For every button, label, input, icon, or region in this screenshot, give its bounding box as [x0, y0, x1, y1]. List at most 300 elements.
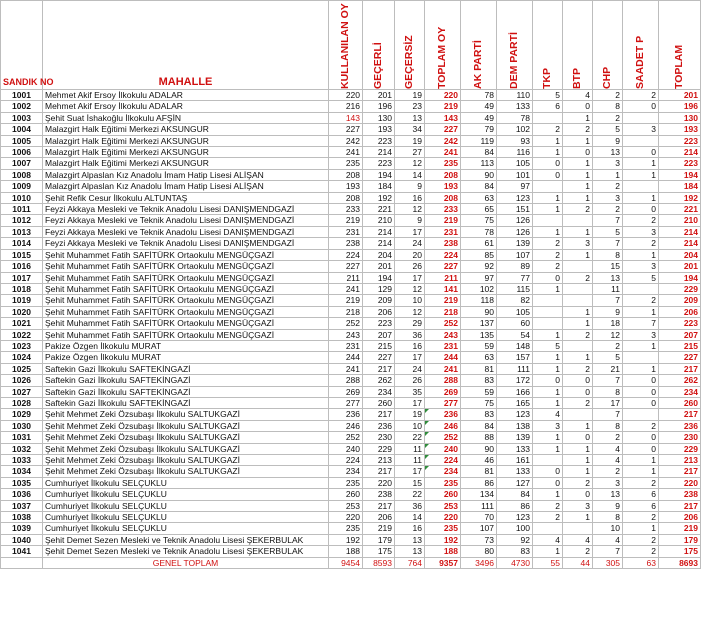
table-row	[1, 477, 701, 488]
cell-chp: 2	[593, 90, 623, 101]
cell-toplam: 229	[659, 443, 701, 454]
cell-ak-parti: 83	[461, 409, 497, 420]
table-row	[1, 386, 701, 397]
cell-dem-parti: 101	[497, 169, 533, 180]
table-row	[1, 272, 701, 283]
cell-gecersiz: 11	[395, 455, 425, 466]
cell-toplam: 236	[659, 420, 701, 431]
cell-chp: 2	[593, 340, 623, 351]
cell-toplam-oy: 241	[425, 147, 461, 158]
cell-btp	[563, 283, 593, 294]
table-row	[1, 192, 701, 203]
cell-mahalle: Feyzi Akkaya Mesleki ve Teknik Anadolu Lisesi DANIŞMENDGAZİ	[43, 215, 329, 226]
cell-gecersiz: 20	[395, 249, 425, 260]
cell-saadet-p: 0	[623, 386, 659, 397]
cell-chp: 4	[593, 443, 623, 454]
cell-saadet-p: 0	[623, 432, 659, 443]
cell-dem-parti: 161	[497, 455, 533, 466]
cell-mahalle: Saftekin Gazi İlkokulu SAFTEKİNGAZİ	[43, 397, 329, 408]
cell-mahalle: Şehit Muhammet Fatih SAFİTÜRK Ortaokulu MENGÜÇGAZİ	[43, 329, 329, 340]
cell-kullanilan-oy: 260	[329, 489, 363, 500]
cell-mahalle: Şehit Mehmet Zeki Özsubaşı İlkokulu SALTUKGAZİ	[43, 420, 329, 431]
cell-gecersiz: 17	[395, 397, 425, 408]
cell-toplam: 201	[659, 261, 701, 272]
cell-sandik-no: 1013	[1, 226, 43, 237]
cell-kullanilan-oy: 252	[329, 318, 363, 329]
cell-btp	[563, 523, 593, 534]
cell-tkp	[533, 112, 563, 123]
cell-ak-parti: 49	[461, 101, 497, 112]
cell-tkp: 1	[533, 192, 563, 203]
cell-saadet-p: 3	[623, 124, 659, 135]
cell-saadet-p	[623, 409, 659, 420]
table-row	[1, 443, 701, 454]
cell-chp: 3	[593, 158, 623, 169]
cell-mahalle: Mehmet Akif Ersoy İlkokulu ADALAR	[43, 101, 329, 112]
cell-toplam-oy: 211	[425, 272, 461, 283]
cell-ak-parti: 49	[461, 112, 497, 123]
table-row	[1, 283, 701, 294]
cell-gecersiz: 36	[395, 500, 425, 511]
cell-btp	[563, 261, 593, 272]
cell-dem-parti: 89	[497, 261, 533, 272]
cell-kullanilan-oy: 252	[329, 432, 363, 443]
cell-dem-parti: 172	[497, 375, 533, 386]
cell-dem-parti: 123	[497, 512, 533, 523]
header-gecersiz: GEÇERSİZ	[395, 1, 425, 90]
cell-sandik-no: 1017	[1, 272, 43, 283]
cell-gecerli: 223	[363, 135, 395, 146]
cell-tkp: 4	[533, 534, 563, 545]
cell-gecerli: 204	[363, 249, 395, 260]
cell-toplam: 204	[659, 249, 701, 260]
table-row	[1, 363, 701, 374]
cell-toplam-oy: 242	[425, 135, 461, 146]
cell-kullanilan-oy: 288	[329, 375, 363, 386]
cell-sandik-no: 1026	[1, 375, 43, 386]
cell-gecersiz: 16	[395, 340, 425, 351]
cell-btp: 1	[563, 352, 593, 363]
cell-ak-parti: 90	[461, 306, 497, 317]
cell-toplam-oy: 235	[425, 477, 461, 488]
cell-btp: 4	[563, 90, 593, 101]
cell-dem-parti: 133	[497, 466, 533, 477]
cell-gecerli: 220	[363, 477, 395, 488]
cell-toplam: 234	[659, 386, 701, 397]
table-row	[1, 238, 701, 249]
totals-saadet-p: 63	[623, 557, 659, 568]
cell-toplam-oy: 227	[425, 124, 461, 135]
cell-kullanilan-oy: 216	[329, 101, 363, 112]
cell-gecerli: 192	[363, 192, 395, 203]
cell-dem-parti: 100	[497, 523, 533, 534]
cell-kullanilan-oy: 231	[329, 226, 363, 237]
cell-saadet-p: 1	[623, 363, 659, 374]
cell-mahalle: Şehit Mehmet Zeki Özsubaşı İlkokulu SALTUKGAZİ	[43, 455, 329, 466]
cell-gecersiz: 19	[395, 90, 425, 101]
cell-gecerli: 193	[363, 124, 395, 135]
cell-chp: 7	[593, 409, 623, 420]
cell-ak-parti: 88	[461, 432, 497, 443]
cell-sandik-no: 1040	[1, 534, 43, 545]
cell-sandik-no: 1035	[1, 477, 43, 488]
cell-mahalle: Mehmet Akif Ersoy İlkokulu ADALAR	[43, 90, 329, 101]
cell-ak-parti: 83	[461, 375, 497, 386]
cell-ak-parti: 84	[461, 181, 497, 192]
cell-gecerli: 179	[363, 534, 395, 545]
table-row	[1, 318, 701, 329]
cell-tkp: 1	[533, 226, 563, 237]
cell-toplam-oy: 220	[425, 512, 461, 523]
cell-gecersiz: 17	[395, 272, 425, 283]
cell-kullanilan-oy: 220	[329, 512, 363, 523]
cell-gecersiz: 22	[395, 432, 425, 443]
cell-sandik-no: 1039	[1, 523, 43, 534]
cell-tkp: 1	[533, 432, 563, 443]
cell-kullanilan-oy: 241	[329, 363, 363, 374]
cell-saadet-p: 0	[623, 147, 659, 158]
cell-gecersiz: 12	[395, 283, 425, 294]
cell-btp: 1	[563, 466, 593, 477]
cell-btp: 1	[563, 318, 593, 329]
header-gecerli: GEÇERLİ	[363, 1, 395, 90]
cell-tkp: 1	[533, 386, 563, 397]
cell-sandik-no: 1009	[1, 181, 43, 192]
table-row	[1, 523, 701, 534]
cell-tkp: 2	[533, 124, 563, 135]
cell-chp: 2	[593, 466, 623, 477]
cell-toplam: 175	[659, 546, 701, 557]
cell-toplam-oy: 260	[425, 489, 461, 500]
totals-gecersiz: 764	[395, 557, 425, 568]
cell-gecersiz: 13	[395, 534, 425, 545]
cell-sandik-no: 1003	[1, 112, 43, 123]
cell-gecerli: 217	[363, 409, 395, 420]
cell-tkp	[533, 215, 563, 226]
cell-dem-parti: 126	[497, 226, 533, 237]
cell-saadet-p: 2	[623, 534, 659, 545]
cell-dem-parti: 139	[497, 432, 533, 443]
cell-gecerli: 236	[363, 420, 395, 431]
cell-kullanilan-oy: 218	[329, 306, 363, 317]
cell-dem-parti: 97	[497, 181, 533, 192]
cell-chp: 7	[593, 215, 623, 226]
cell-ak-parti: 85	[461, 249, 497, 260]
cell-sandik-no: 1012	[1, 215, 43, 226]
cell-toplam-oy: 277	[425, 397, 461, 408]
cell-chp: 8	[593, 386, 623, 397]
cell-gecersiz: 13	[395, 546, 425, 557]
totals-label: GENEL TOPLAM	[43, 557, 329, 568]
cell-toplam-oy: 208	[425, 169, 461, 180]
cell-gecerli: 217	[363, 363, 395, 374]
cell-toplam: 209	[659, 295, 701, 306]
table-row	[1, 534, 701, 545]
cell-gecerli: 196	[363, 101, 395, 112]
cell-tkp: 4	[533, 409, 563, 420]
table-row	[1, 261, 701, 272]
cell-gecerli: 207	[363, 329, 395, 340]
cell-ak-parti: 113	[461, 158, 497, 169]
totals-dem-parti: 4730	[497, 557, 533, 568]
cell-kullanilan-oy: 192	[329, 534, 363, 545]
table-row	[1, 375, 701, 386]
cell-chp: 5	[593, 124, 623, 135]
cell-saadet-p: 3	[623, 261, 659, 272]
cell-gecerli: 262	[363, 375, 395, 386]
cell-toplam: 214	[659, 238, 701, 249]
cell-chp: 3	[593, 477, 623, 488]
cell-btp: 1	[563, 158, 593, 169]
cell-saadet-p: 3	[623, 226, 659, 237]
cell-sandik-no: 1037	[1, 500, 43, 511]
cell-toplam-oy: 252	[425, 432, 461, 443]
cell-gecersiz: 11	[395, 443, 425, 454]
cell-ak-parti: 86	[461, 477, 497, 488]
cell-btp: 1	[563, 249, 593, 260]
cell-mahalle: Şehit Refik Cesur İlkokulu ALTUNTAŞ	[43, 192, 329, 203]
cell-ak-parti: 84	[461, 147, 497, 158]
cell-saadet-p	[623, 352, 659, 363]
cell-btp: 0	[563, 101, 593, 112]
cell-toplam-oy: 269	[425, 386, 461, 397]
cell-kullanilan-oy: 246	[329, 420, 363, 431]
cell-sandik-no: 1031	[1, 432, 43, 443]
cell-btp: 0	[563, 147, 593, 158]
cell-btp: 0	[563, 386, 593, 397]
cell-sandik-no: 1034	[1, 466, 43, 477]
cell-gecersiz: 9	[395, 215, 425, 226]
cell-kullanilan-oy: 220	[329, 90, 363, 101]
cell-gecerli: 206	[363, 306, 395, 317]
cell-tkp: 2	[533, 512, 563, 523]
cell-dem-parti: 126	[497, 215, 533, 226]
cell-btp: 1	[563, 169, 593, 180]
cell-btp: 2	[563, 124, 593, 135]
cell-sandik-no: 1021	[1, 318, 43, 329]
cell-sandik-no: 1028	[1, 397, 43, 408]
cell-gecerli: 213	[363, 455, 395, 466]
table-row	[1, 512, 701, 523]
cell-saadet-p: 0	[623, 204, 659, 215]
cell-toplam-oy: 231	[425, 226, 461, 237]
cell-toplam: 201	[659, 90, 701, 101]
cell-chp: 5	[593, 352, 623, 363]
header-sandik-no: SANDIK NO	[1, 1, 43, 90]
cell-gecersiz: 9	[395, 181, 425, 192]
cell-dem-parti: 166	[497, 386, 533, 397]
cell-btp	[563, 409, 593, 420]
cell-saadet-p: 0	[623, 375, 659, 386]
cell-mahalle: Şehit Demet Sezen Mesleki ve Teknik Anadolu Lisesi ŞEKERBULAK	[43, 534, 329, 545]
cell-toplam: 238	[659, 489, 701, 500]
cell-tkp: 0	[533, 375, 563, 386]
cell-mahalle: Saftekin Gazi İlkokulu SAFTEKİNGAZİ	[43, 363, 329, 374]
cell-dem-parti: 133	[497, 443, 533, 454]
cell-mahalle: Şehit Muhammet Fatih SAFİTÜRK Ortaokulu MENGÜÇGAZİ	[43, 295, 329, 306]
cell-kullanilan-oy: 269	[329, 386, 363, 397]
cell-toplam-oy: 235	[425, 158, 461, 169]
cell-gecersiz: 10	[395, 420, 425, 431]
cell-toplam-oy: 224	[425, 455, 461, 466]
cell-toplam-oy: 288	[425, 375, 461, 386]
cell-gecersiz: 16	[395, 192, 425, 203]
cell-toplam-oy: 188	[425, 546, 461, 557]
cell-toplam: 260	[659, 397, 701, 408]
cell-toplam-oy: 253	[425, 500, 461, 511]
cell-gecerli: 234	[363, 386, 395, 397]
cell-toplam: 217	[659, 500, 701, 511]
cell-toplam: 217	[659, 466, 701, 477]
table-row	[1, 181, 701, 192]
cell-ak-parti: 79	[461, 124, 497, 135]
cell-gecerli: 217	[363, 500, 395, 511]
cell-kullanilan-oy: 219	[329, 215, 363, 226]
cell-btp: 3	[563, 500, 593, 511]
table-row	[1, 249, 701, 260]
cell-saadet-p: 0	[623, 397, 659, 408]
cell-toplam-oy: 219	[425, 215, 461, 226]
totals-row	[1, 557, 701, 568]
cell-chp: 4	[593, 455, 623, 466]
table-row	[1, 147, 701, 158]
cell-sandik-no: 1023	[1, 340, 43, 351]
cell-toplam-oy: 220	[425, 90, 461, 101]
cell-chp: 10	[593, 523, 623, 534]
cell-ak-parti: 90	[461, 169, 497, 180]
cell-tkp: 0	[533, 169, 563, 180]
cell-toplam: 219	[659, 523, 701, 534]
totals-chp: 305	[593, 557, 623, 568]
cell-ak-parti: 90	[461, 443, 497, 454]
cell-gecerli: 219	[363, 523, 395, 534]
cell-gecerli: 129	[363, 283, 395, 294]
cell-dem-parti: 165	[497, 397, 533, 408]
cell-mahalle: Şehit Mehmet Zeki Özsubaşı İlkokulu SALTUKGAZİ	[43, 443, 329, 454]
cell-saadet-p: 0	[623, 101, 659, 112]
cell-toplam-oy: 219	[425, 295, 461, 306]
cell-btp: 2	[563, 363, 593, 374]
cell-saadet-p: 1	[623, 523, 659, 534]
cell-gecerli: 223	[363, 318, 395, 329]
cell-chp: 8	[593, 101, 623, 112]
cell-kullanilan-oy: 277	[329, 397, 363, 408]
cell-tkp	[533, 306, 563, 317]
header-btp: BTP	[563, 1, 593, 90]
cell-gecerli: 184	[363, 181, 395, 192]
cell-ak-parti: 59	[461, 386, 497, 397]
cell-ak-parti: 107	[461, 523, 497, 534]
table-row	[1, 295, 701, 306]
cell-gecerli: 209	[363, 295, 395, 306]
header-row	[1, 1, 701, 90]
cell-toplam: 214	[659, 226, 701, 237]
cell-saadet-p: 1	[623, 340, 659, 351]
header-chp: CHP	[593, 1, 623, 90]
cell-chp: 17	[593, 397, 623, 408]
cell-btp: 1	[563, 181, 593, 192]
cell-mahalle: Malazgirt Alpaslan Kız Anadolu İmam Hatip Lisesi ALİŞAN	[43, 181, 329, 192]
cell-dem-parti: 60	[497, 318, 533, 329]
cell-mahalle: Şehit Mehmet Zeki Özsubaşı İlkokulu SALTUKGAZİ	[43, 466, 329, 477]
cell-gecerli: 214	[363, 226, 395, 237]
cell-chp: 8	[593, 249, 623, 260]
cell-sandik-no: 1027	[1, 386, 43, 397]
cell-btp: 1	[563, 135, 593, 146]
cell-mahalle: Cumhuriyet İlkokulu SELÇUKLU	[43, 489, 329, 500]
cell-ak-parti: 59	[461, 340, 497, 351]
cell-sandik-no: 1029	[1, 409, 43, 420]
cell-toplam: 223	[659, 158, 701, 169]
cell-saadet-p: 1	[623, 249, 659, 260]
cell-sandik-no: 1033	[1, 455, 43, 466]
cell-chp: 9	[593, 135, 623, 146]
cell-btp: 0	[563, 432, 593, 443]
cell-kullanilan-oy: 241	[329, 147, 363, 158]
cell-kullanilan-oy: 227	[329, 261, 363, 272]
cell-chp: 7	[593, 375, 623, 386]
cell-tkp	[533, 295, 563, 306]
table-row	[1, 489, 701, 500]
cell-tkp: 2	[533, 238, 563, 249]
cell-ak-parti: 61	[461, 238, 497, 249]
cell-tkp	[533, 455, 563, 466]
cell-tkp: 1	[533, 489, 563, 500]
cell-mahalle: Şehit Mehmet Zeki Özsubaşı İlkokulu SALTUKGAZİ	[43, 409, 329, 420]
cell-gecersiz: 24	[395, 363, 425, 374]
cell-saadet-p: 6	[623, 500, 659, 511]
cell-toplam-oy: 233	[425, 204, 461, 215]
cell-kullanilan-oy: 235	[329, 477, 363, 488]
cell-dem-parti: 105	[497, 306, 533, 317]
cell-dem-parti: 133	[497, 101, 533, 112]
cell-chp: 13	[593, 489, 623, 500]
cell-gecersiz: 35	[395, 386, 425, 397]
cell-gecerli: 214	[363, 147, 395, 158]
cell-sandik-no: 1001	[1, 90, 43, 101]
cell-ak-parti: 70	[461, 512, 497, 523]
cell-toplam: 194	[659, 272, 701, 283]
cell-toplam-oy: 193	[425, 181, 461, 192]
cell-toplam: 214	[659, 147, 701, 158]
table-row	[1, 352, 701, 363]
cell-mahalle: Pakize Özgen İlkokulu MURAT	[43, 352, 329, 363]
cell-kullanilan-oy: 143	[329, 112, 363, 123]
cell-toplam: 223	[659, 318, 701, 329]
cell-kullanilan-oy: 234	[329, 466, 363, 477]
cell-toplam-oy: 143	[425, 112, 461, 123]
cell-toplam-oy: 252	[425, 318, 461, 329]
cell-kullanilan-oy: 235	[329, 158, 363, 169]
cell-dem-parti: 148	[497, 340, 533, 351]
cell-kullanilan-oy: 193	[329, 181, 363, 192]
cell-gecersiz: 14	[395, 169, 425, 180]
cell-dem-parti: 157	[497, 352, 533, 363]
cell-toplam: 262	[659, 375, 701, 386]
cell-ak-parti: 118	[461, 295, 497, 306]
cell-gecersiz: 15	[395, 477, 425, 488]
totals-toplam-oy: 9357	[425, 557, 461, 568]
cell-mahalle: Şehit Muhammet Fatih SAFİTÜRK Ortaokulu MENGÜÇGAZİ	[43, 283, 329, 294]
table-row	[1, 101, 701, 112]
cell-dem-parti: 54	[497, 329, 533, 340]
cell-tkp: 0	[533, 477, 563, 488]
cell-toplam: 206	[659, 306, 701, 317]
cell-toplam: 217	[659, 363, 701, 374]
cell-ak-parti: 97	[461, 272, 497, 283]
cell-gecerli: 230	[363, 432, 395, 443]
cell-saadet-p: 7	[623, 318, 659, 329]
